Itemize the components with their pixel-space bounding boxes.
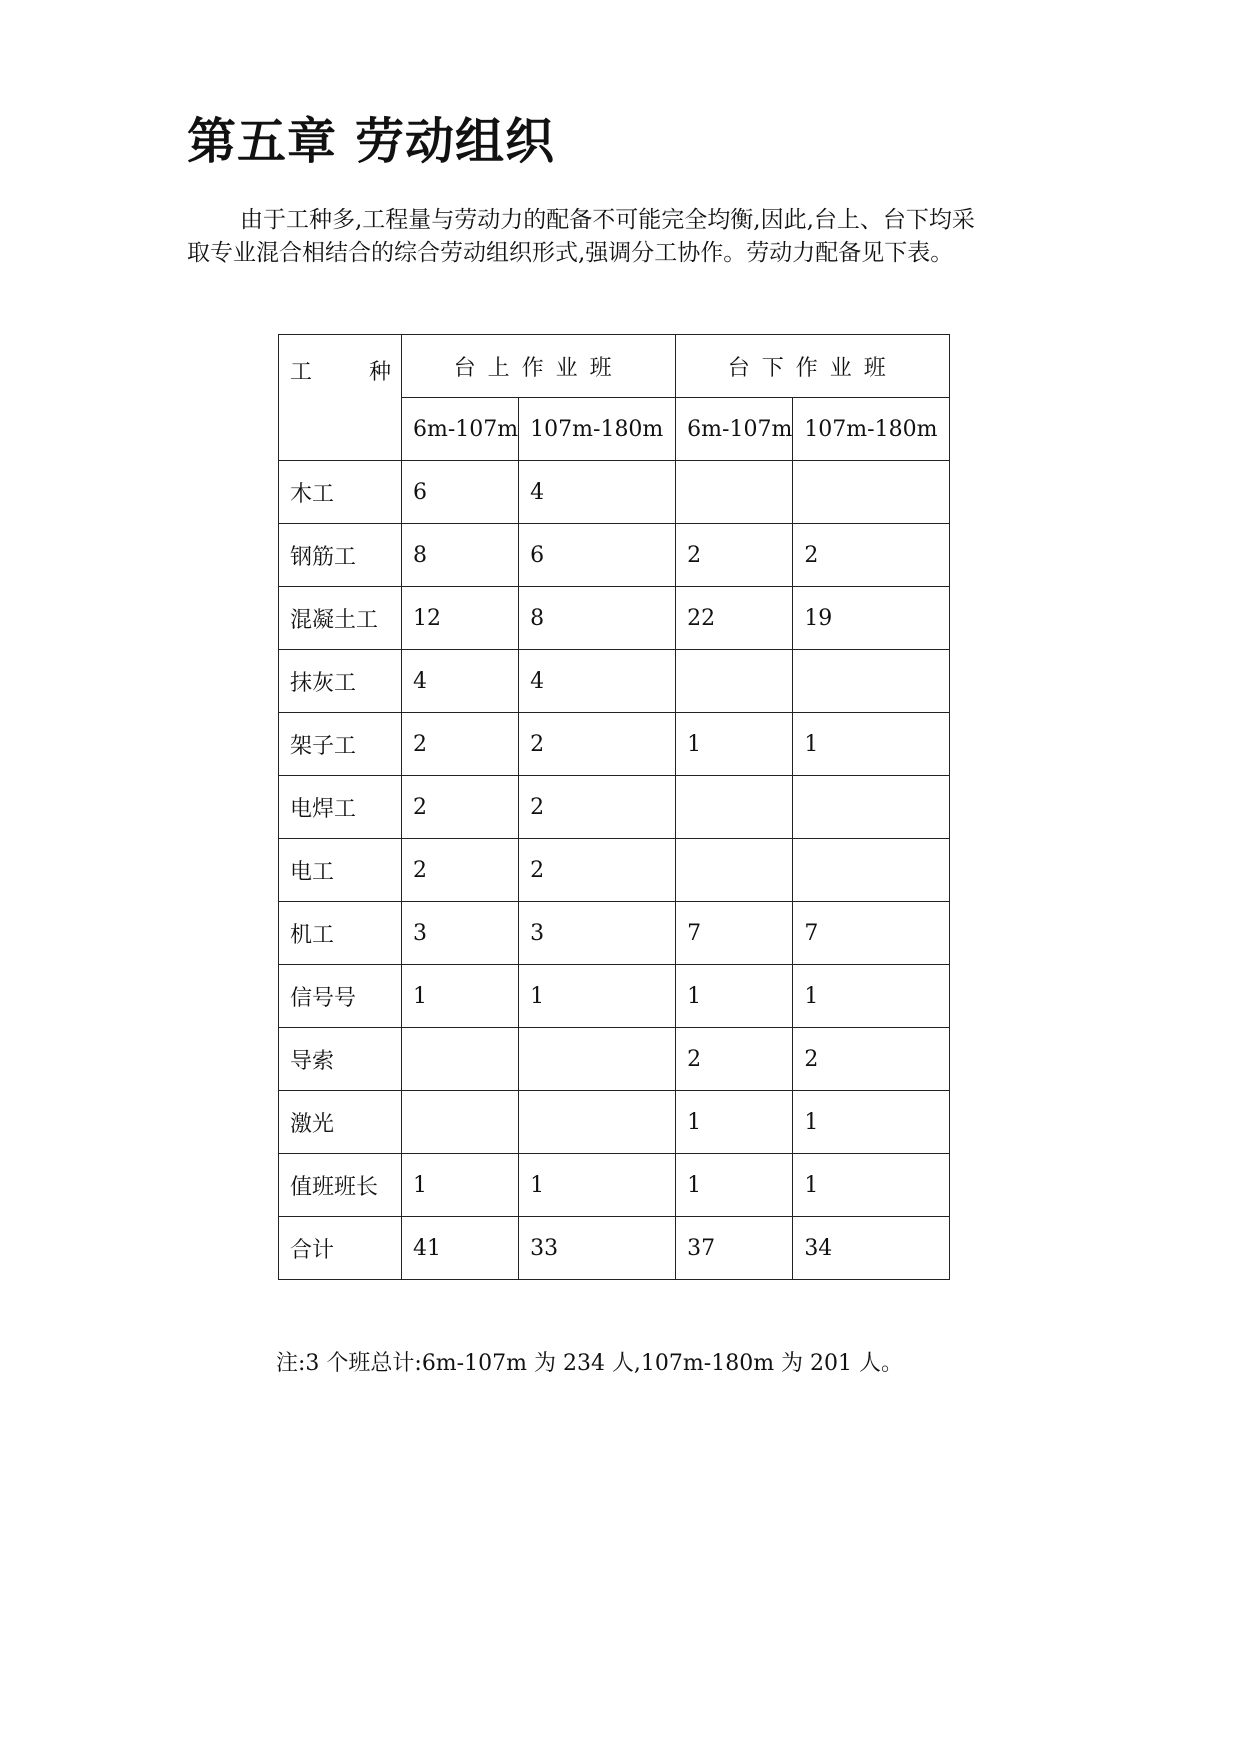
table-row	[279, 1217, 950, 1280]
table-row	[279, 1091, 950, 1154]
value-cell: 19	[793, 587, 950, 650]
value-cell	[519, 1028, 676, 1091]
value-cell	[793, 461, 950, 524]
table-row	[279, 965, 950, 1028]
trade-cell: 合计	[279, 1217, 402, 1280]
value-cell: 2	[519, 839, 676, 902]
value-cell: 8	[402, 524, 519, 587]
value-cell	[793, 776, 950, 839]
value-cell: 4	[519, 461, 676, 524]
value-cell: 2	[676, 524, 793, 587]
table-row	[279, 776, 950, 839]
value-cell	[676, 839, 793, 902]
table-row	[279, 839, 950, 902]
table-row	[279, 650, 950, 713]
intro-line-1: 由于工种多,工程量与劳动力的配备不可能完全均衡,因此,台上、台下均采	[240, 207, 975, 233]
trade-cell: 机工	[279, 902, 402, 965]
value-cell: 22	[676, 587, 793, 650]
value-cell: 7	[793, 902, 950, 965]
trade-cell: 电焊工	[279, 776, 402, 839]
table-row	[279, 524, 950, 587]
table-row	[279, 1028, 950, 1091]
table-row	[279, 587, 950, 650]
value-cell: 1	[793, 1154, 950, 1217]
trade-cell: 钢筋工	[279, 524, 402, 587]
value-cell: 2	[402, 839, 519, 902]
value-cell: 2	[793, 524, 950, 587]
subheader-cell: 6m-107m	[676, 398, 793, 461]
value-cell: 34	[793, 1217, 950, 1280]
value-cell: 1	[793, 965, 950, 1028]
trade-header-left: 工	[290, 360, 313, 385]
value-cell: 2	[676, 1028, 793, 1091]
value-cell: 2	[402, 776, 519, 839]
value-cell: 1	[402, 1154, 519, 1217]
value-cell	[793, 650, 950, 713]
table-row	[279, 1154, 950, 1217]
table-row	[279, 461, 950, 524]
table-note: 注:3 个班总计:6m-107m 为 234 人,107m-180m 为 201 人。	[276, 1351, 904, 1376]
value-cell: 2	[793, 1028, 950, 1091]
value-cell: 3	[402, 902, 519, 965]
subheader-cell: 6m-107m	[402, 398, 519, 461]
value-cell	[793, 839, 950, 902]
value-cell: 1	[676, 965, 793, 1028]
value-cell: 1	[676, 1091, 793, 1154]
value-cell: 2	[402, 713, 519, 776]
value-cell: 33	[519, 1217, 676, 1280]
page-title: 第五章 劳动组织	[187, 113, 556, 170]
trade-cell: 值班班长	[279, 1154, 402, 1217]
trade-header-cell	[279, 335, 402, 461]
table-header-row	[279, 335, 950, 398]
trade-cell: 信号号	[279, 965, 402, 1028]
trade-cell: 导索	[279, 1028, 402, 1091]
value-cell: 6	[402, 461, 519, 524]
table-row	[279, 713, 950, 776]
intro-paragraph	[187, 204, 1067, 270]
value-cell: 6	[519, 524, 676, 587]
value-cell: 37	[676, 1217, 793, 1280]
value-cell: 41	[402, 1217, 519, 1280]
value-cell	[402, 1091, 519, 1154]
value-cell: 1	[793, 1091, 950, 1154]
trade-cell: 混凝土工	[279, 587, 402, 650]
value-cell: 3	[519, 902, 676, 965]
value-cell: 1	[519, 1154, 676, 1217]
value-cell	[519, 1091, 676, 1154]
table-row	[279, 902, 950, 965]
value-cell: 1	[676, 1154, 793, 1217]
value-cell: 4	[519, 650, 676, 713]
group-header-top: 台上作业班	[402, 335, 676, 398]
trade-cell: 电工	[279, 839, 402, 902]
value-cell: 4	[402, 650, 519, 713]
value-cell	[676, 650, 793, 713]
value-cell: 7	[676, 902, 793, 965]
value-cell	[402, 1028, 519, 1091]
value-cell: 1	[676, 713, 793, 776]
value-cell	[676, 461, 793, 524]
labor-table	[278, 334, 950, 1280]
value-cell	[676, 776, 793, 839]
subheader-cell: 107m-180m	[519, 398, 676, 461]
intro-line-2: 取专业混合相结合的综合劳动组织形式,强调分工协作。劳动力配备见下表。	[187, 240, 954, 266]
trade-cell: 抹灰工	[279, 650, 402, 713]
trade-cell: 激光	[279, 1091, 402, 1154]
value-cell: 12	[402, 587, 519, 650]
trade-cell: 木工	[279, 461, 402, 524]
value-cell: 8	[519, 587, 676, 650]
group-header-bottom: 台下作业班	[676, 335, 950, 398]
value-cell: 1	[793, 713, 950, 776]
trade-cell: 架子工	[279, 713, 402, 776]
value-cell: 1	[402, 965, 519, 1028]
value-cell: 1	[519, 965, 676, 1028]
subheader-cell: 107m-180m	[793, 398, 950, 461]
value-cell: 2	[519, 713, 676, 776]
trade-header-right: 种	[368, 360, 391, 385]
value-cell: 2	[519, 776, 676, 839]
